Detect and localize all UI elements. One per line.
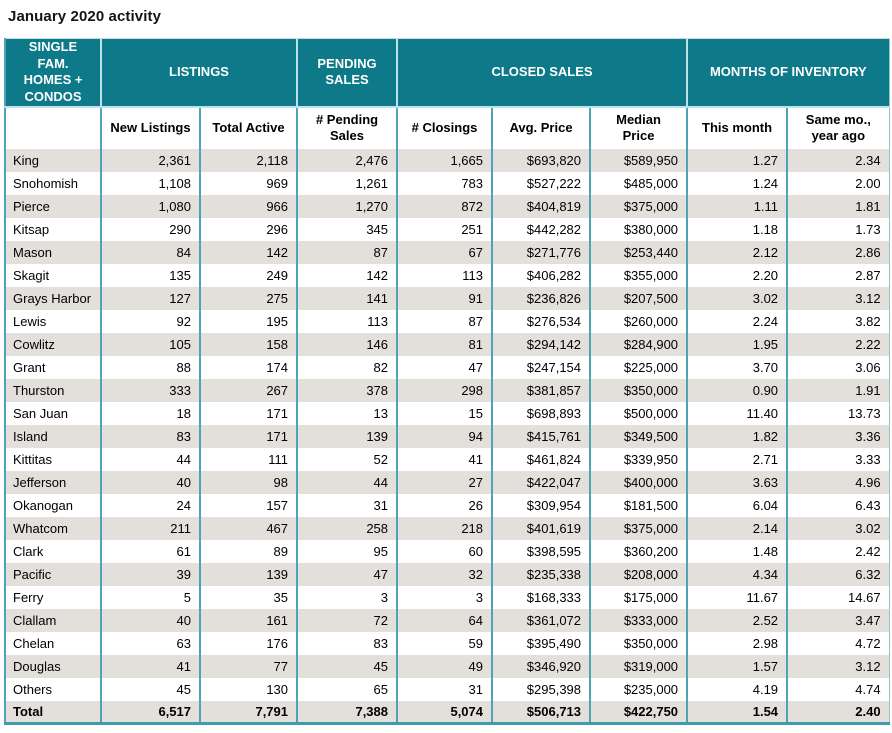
cell-this-month: 6.04 (687, 494, 787, 517)
cell-median-price: $235,000 (590, 678, 687, 701)
cell-same-month-year-ago: 2.42 (855, 543, 881, 559)
cell-pending-sales: 45 (297, 655, 397, 678)
cell-closings: 59 (397, 632, 492, 655)
cell-this-month: 2.20 (687, 264, 787, 287)
table-row (5, 218, 889, 241)
column-header-total-active: Total Active (200, 107, 297, 149)
page-title: January 2020 activity (8, 8, 162, 25)
table-header (5, 39, 889, 149)
cell-total-active: 77 (200, 655, 297, 678)
cell-pending-sales: 141 (297, 287, 397, 310)
cell-this-month: 1.27 (687, 149, 787, 172)
cell-median-price: $181,500 (590, 494, 687, 517)
cell-county: Island (5, 425, 101, 448)
cell-total-active: 2,118 (200, 149, 297, 172)
cell-closings: 41 (397, 448, 492, 471)
cell-pending-sales: 95 (297, 540, 397, 563)
cell-county: Pierce (5, 195, 101, 218)
cell-this-month: 2.14 (687, 517, 787, 540)
table-row (5, 310, 889, 333)
cell-pending-sales: 1,261 (297, 172, 397, 195)
cell-same-month-year-ago: 6.32 (787, 563, 889, 586)
cell-new-listings: 84 (101, 241, 200, 264)
cell-total-active: 142 (200, 241, 297, 264)
group-header-row (5, 39, 889, 107)
cell-pending-sales: 7,388 (297, 701, 397, 724)
cell-total-active: 275 (200, 287, 297, 310)
cell-county: Others (5, 678, 101, 701)
cell-new-listings: 63 (101, 632, 200, 655)
cell-new-listings: 88 (101, 356, 200, 379)
cell-avg-price: $398,595 (492, 540, 590, 563)
cell-avg-price: $294,142 (492, 333, 590, 356)
cell-median-price: $349,500 (590, 425, 687, 448)
cell-avg-price: $309,954 (492, 494, 590, 517)
table-row (5, 586, 889, 609)
cell-median-price: $375,000 (590, 517, 687, 540)
cell-closings: 64 (397, 609, 492, 632)
cell-closings: 47 (397, 356, 492, 379)
cell-pending-sales: 345 (297, 218, 397, 241)
cell-avg-price: $693,820 (492, 149, 590, 172)
cell-closings: 67 (397, 241, 492, 264)
cell-median-price: $380,000 (590, 218, 687, 241)
group-header-single-fam-homes-condos: SINGLE FAM. HOMES + CONDOS (5, 39, 101, 107)
cell-avg-price: $381,857 (492, 379, 590, 402)
cell-closings: 3 (397, 586, 492, 609)
cell-this-month: 4.34 (687, 563, 787, 586)
cell-county: Clark (5, 540, 101, 563)
cell-county: Whatcom (5, 517, 101, 540)
cell-this-month: 2.52 (687, 609, 787, 632)
cell-new-listings: 105 (101, 333, 200, 356)
cell-median-price: $375,000 (590, 195, 687, 218)
column-header-avg-price: Avg. Price (492, 107, 590, 149)
cell-total-active: 111 (200, 448, 297, 471)
table-row (5, 402, 889, 425)
cell-avg-price: $442,282 (492, 218, 590, 241)
cell-closings: 218 (397, 517, 492, 540)
cell-same-month-year-ago: 4.96 (787, 471, 889, 494)
table-row (5, 333, 889, 356)
cell-avg-price: $235,338 (492, 563, 590, 586)
cell-new-listings: 1,108 (101, 172, 200, 195)
cell-same-month-year-ago: 2.86 (787, 241, 889, 264)
cell-new-listings: 211 (101, 517, 200, 540)
cell-new-listings: 1,080 (101, 195, 200, 218)
column-header-this-month: This month (687, 107, 787, 149)
cell-avg-price: $461,824 (492, 448, 590, 471)
cell-median-price: $253,440 (590, 241, 687, 264)
cell-closings: 783 (397, 172, 492, 195)
cell-county: Kitsap (5, 218, 101, 241)
cell-total-active: 139 (200, 563, 297, 586)
table-row (5, 241, 889, 264)
cell-this-month: 1.95 (687, 333, 787, 356)
table-row (5, 379, 889, 402)
cell-total-active: 158 (200, 333, 297, 356)
cell-pending-sales: 65 (297, 678, 397, 701)
cell-avg-price: $168,333 (492, 586, 590, 609)
cell-county: Grant (5, 356, 101, 379)
column-header-pending-sales: # Pending Sales (297, 107, 397, 149)
cell-new-listings: 290 (101, 218, 200, 241)
cell-county: Skagit (5, 264, 101, 287)
cell-same-month-year-ago: 6.43 (855, 497, 881, 513)
cell-closings: 113 (397, 264, 492, 287)
table-row (5, 264, 889, 287)
cell-same-month-year-ago: 2.00 (855, 175, 881, 191)
cell-county: San Juan (5, 402, 101, 425)
cell-pending-sales: 3 (297, 586, 397, 609)
cell-county: King (5, 149, 101, 172)
cell-this-month: 4.19 (687, 678, 787, 701)
table-body (5, 149, 889, 724)
cell-closings: 5,074 (397, 701, 492, 724)
cell-pending-sales: 82 (297, 356, 397, 379)
cell-closings: 27 (397, 471, 492, 494)
cell-this-month: 3.70 (687, 356, 787, 379)
cell-same-month-year-ago: 3.36 (787, 425, 889, 448)
cell-new-listings: 40 (101, 609, 200, 632)
cell-total-active: 161 (200, 609, 297, 632)
cell-closings: 81 (397, 333, 492, 356)
cell-closings: 1,665 (397, 149, 492, 172)
cell-new-listings: 333 (101, 379, 200, 402)
cell-same-month-year-ago: 2.87 (855, 267, 881, 283)
cell-same-month-year-ago: 2.22 (787, 333, 889, 356)
cell-total-active: 7,791 (200, 701, 297, 724)
cell-same-month-year-ago: 1.81 (787, 195, 889, 218)
cell-closings: 32 (397, 563, 492, 586)
cell-median-price: $400,000 (590, 471, 687, 494)
cell-same-month-year-ago: 13.73 (848, 405, 881, 421)
cell-same-month-year-ago: 3.02 (787, 517, 889, 540)
cell-total-active: 969 (200, 172, 297, 195)
table-row (5, 609, 889, 632)
table-row (5, 678, 889, 701)
cell-pending-sales: 47 (297, 563, 397, 586)
cell-total-active: 267 (200, 379, 297, 402)
column-header-new-listings: New Listings (101, 107, 200, 149)
table-row (5, 425, 889, 448)
cell-new-listings: 127 (101, 287, 200, 310)
cell-county: Kittitas (5, 448, 101, 471)
cell-new-listings: 24 (101, 494, 200, 517)
cell-median-price: $589,950 (590, 149, 687, 172)
cell-same-month-year-ago: 2.40 (787, 701, 889, 724)
table-row (5, 287, 889, 310)
cell-total-active: 174 (200, 356, 297, 379)
cell-county: Cowlitz (5, 333, 101, 356)
cell-county: Okanogan (5, 494, 101, 517)
cell-avg-price: $346,920 (492, 655, 590, 678)
cell-closings: 251 (397, 218, 492, 241)
cell-this-month: 0.90 (687, 379, 787, 402)
table-row (5, 632, 889, 655)
group-header-listings: LISTINGS (101, 39, 297, 107)
cell-same-month-year-ago: 1.91 (787, 379, 889, 402)
cell-avg-price: $295,398 (492, 678, 590, 701)
table-row (5, 655, 889, 678)
cell-this-month: 3.63 (687, 471, 787, 494)
cell-median-price: $333,000 (590, 609, 687, 632)
table-row (5, 494, 889, 517)
cell-avg-price: $271,776 (492, 241, 590, 264)
cell-new-listings: 2,361 (101, 149, 200, 172)
cell-this-month: 1.24 (687, 172, 787, 195)
cell-pending-sales: 72 (297, 609, 397, 632)
cell-county: Chelan (5, 632, 101, 655)
cell-this-month: 3.02 (687, 287, 787, 310)
cell-pending-sales: 378 (297, 379, 397, 402)
cell-total-active: 130 (200, 678, 297, 701)
cell-new-listings: 92 (101, 310, 200, 333)
cell-closings: 49 (397, 655, 492, 678)
table-row (5, 149, 889, 172)
cell-this-month: 2.98 (687, 632, 787, 655)
cell-new-listings: 5 (101, 586, 200, 609)
cell-closings: 31 (397, 678, 492, 701)
group-header-closed-sales: CLOSED SALES (397, 39, 687, 107)
cell-new-listings: 40 (101, 471, 200, 494)
cell-avg-price: $401,619 (492, 517, 590, 540)
column-header-closings: # Closings (397, 107, 492, 149)
cell-same-month-year-ago: 4.72 (855, 635, 881, 651)
cell-this-month: 2.12 (687, 241, 787, 264)
cell-county: Total (5, 701, 101, 724)
cell-same-month-year-ago: 14.67 (848, 589, 881, 605)
activity-table (4, 38, 890, 725)
cell-this-month: 1.18 (687, 218, 787, 241)
table-row (5, 172, 889, 195)
cell-closings: 91 (397, 287, 492, 310)
column-header-row (5, 107, 889, 149)
cell-same-month-year-ago: 3.33 (855, 451, 881, 467)
cell-pending-sales: 1,270 (297, 195, 397, 218)
cell-median-price: $350,000 (590, 379, 687, 402)
cell-median-price: $319,000 (590, 655, 687, 678)
table-row (5, 356, 889, 379)
cell-median-price: $208,000 (590, 563, 687, 586)
table-row (5, 195, 889, 218)
table-row (5, 448, 889, 471)
cell-total-active: 195 (200, 310, 297, 333)
cell-median-price: $500,000 (590, 402, 687, 425)
cell-this-month: 2.24 (687, 310, 787, 333)
cell-median-price: $422,750 (590, 701, 687, 724)
cell-county: Grays Harbor (5, 287, 101, 310)
cell-pending-sales: 258 (297, 517, 397, 540)
cell-median-price: $260,000 (590, 310, 687, 333)
cell-pending-sales: 83 (297, 632, 397, 655)
cell-same-month-year-ago: 3.12 (787, 287, 889, 310)
cell-county: Mason (5, 241, 101, 264)
cell-same-month-year-ago: 2.34 (787, 149, 889, 172)
cell-new-listings: 44 (101, 448, 200, 471)
cell-total-active: 171 (200, 425, 297, 448)
cell-closings: 26 (397, 494, 492, 517)
cell-this-month: 1.48 (687, 540, 787, 563)
column-header-county (5, 107, 101, 149)
cell-avg-price: $236,826 (492, 287, 590, 310)
cell-avg-price: $415,761 (492, 425, 590, 448)
cell-median-price: $360,200 (590, 540, 687, 563)
cell-pending-sales: 44 (297, 471, 397, 494)
cell-this-month: 11.67 (687, 586, 787, 609)
cell-same-month-year-ago: 3.82 (855, 313, 881, 329)
table-row (5, 471, 889, 494)
cell-county: Ferry (5, 586, 101, 609)
cell-pending-sales: 2,476 (297, 149, 397, 172)
cell-avg-price: $422,047 (492, 471, 590, 494)
table-row (5, 563, 889, 586)
cell-avg-price: $698,893 (492, 402, 590, 425)
cell-median-price: $339,950 (590, 448, 687, 471)
cell-new-listings: 61 (101, 540, 200, 563)
table-row (5, 517, 889, 540)
cell-county: Lewis (5, 310, 101, 333)
cell-total-active: 35 (200, 586, 297, 609)
cell-avg-price: $527,222 (492, 172, 590, 195)
cell-closings: 872 (397, 195, 492, 218)
cell-this-month: 1.54 (687, 701, 787, 724)
cell-this-month: 1.82 (687, 425, 787, 448)
cell-same-month-year-ago: 3.06 (855, 359, 881, 375)
cell-median-price: $225,000 (590, 356, 687, 379)
cell-pending-sales: 113 (297, 310, 397, 333)
cell-median-price: $175,000 (590, 586, 687, 609)
cell-county: Clallam (5, 609, 101, 632)
cell-new-listings: 45 (101, 678, 200, 701)
cell-this-month: 11.40 (687, 402, 787, 425)
cell-new-listings: 135 (101, 264, 200, 287)
cell-median-price: $284,900 (590, 333, 687, 356)
cell-county: Pacific (5, 563, 101, 586)
cell-county: Snohomish (5, 172, 101, 195)
table-row (5, 540, 889, 563)
cell-total-active: 467 (200, 517, 297, 540)
cell-avg-price: $406,282 (492, 264, 590, 287)
cell-same-month-year-ago: 3.12 (787, 655, 889, 678)
cell-county: Jefferson (5, 471, 101, 494)
cell-avg-price: $404,819 (492, 195, 590, 218)
cell-closings: 60 (397, 540, 492, 563)
total-row (5, 701, 889, 724)
cell-pending-sales: 52 (297, 448, 397, 471)
cell-total-active: 966 (200, 195, 297, 218)
cell-this-month: 1.57 (687, 655, 787, 678)
cell-median-price: $485,000 (590, 172, 687, 195)
cell-avg-price: $276,534 (492, 310, 590, 333)
cell-median-price: $350,000 (590, 632, 687, 655)
cell-pending-sales: 31 (297, 494, 397, 517)
cell-this-month: 2.71 (687, 448, 787, 471)
cell-total-active: 98 (200, 471, 297, 494)
cell-new-listings: 6,517 (101, 701, 200, 724)
cell-median-price: $207,500 (590, 287, 687, 310)
cell-closings: 94 (397, 425, 492, 448)
cell-pending-sales: 13 (297, 402, 397, 425)
cell-median-price: $355,000 (590, 264, 687, 287)
cell-total-active: 176 (200, 632, 297, 655)
cell-same-month-year-ago: 4.74 (855, 681, 881, 697)
cell-closings: 298 (397, 379, 492, 402)
cell-new-listings: 83 (101, 425, 200, 448)
cell-pending-sales: 139 (297, 425, 397, 448)
column-header-same-month-year-ago: Same mo., year ago (787, 107, 889, 149)
cell-avg-price: $247,154 (492, 356, 590, 379)
cell-total-active: 89 (200, 540, 297, 563)
cell-same-month-year-ago: 3.47 (787, 609, 889, 632)
group-header-months-of-inventory: MONTHS OF INVENTORY (687, 39, 889, 107)
cell-total-active: 249 (200, 264, 297, 287)
column-header-median-price: Median Price (590, 107, 687, 149)
cell-closings: 15 (397, 402, 492, 425)
cell-new-listings: 39 (101, 563, 200, 586)
cell-avg-price: $395,490 (492, 632, 590, 655)
cell-avg-price: $361,072 (492, 609, 590, 632)
cell-total-active: 157 (200, 494, 297, 517)
cell-pending-sales: 146 (297, 333, 397, 356)
group-header-pending-sales: PENDING SALES (297, 39, 397, 107)
cell-county: Douglas (5, 655, 101, 678)
cell-pending-sales: 87 (297, 241, 397, 264)
cell-this-month: 1.11 (687, 195, 787, 218)
cell-pending-sales: 142 (297, 264, 397, 287)
cell-same-month-year-ago: 1.73 (855, 221, 881, 237)
cell-total-active: 296 (200, 218, 297, 241)
cell-new-listings: 41 (101, 655, 200, 678)
cell-total-active: 171 (200, 402, 297, 425)
cell-new-listings: 18 (101, 402, 200, 425)
cell-county: Thurston (5, 379, 101, 402)
cell-closings: 87 (397, 310, 492, 333)
cell-avg-price: $506,713 (492, 701, 590, 724)
